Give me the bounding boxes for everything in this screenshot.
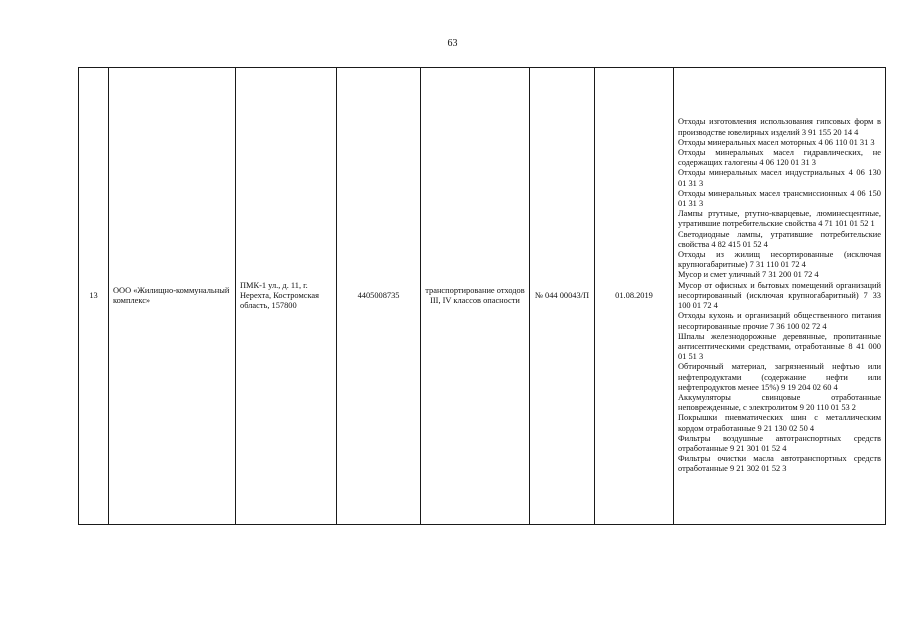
waste-item: Покрышки пневматических шин с металлическим кордом отработанные 9 21 130 02 50 4 [678, 413, 881, 433]
waste-item: Шпалы железнодорожные деревянные, пропитанные антисептическими средствами, отработанные 8 41 000 01 51 3 [678, 331, 881, 362]
waste-item: Отходы кухонь и организаций общественного питания несортированные прочие 7 36 100 02 72 4 [678, 311, 881, 331]
activity-cell: транспортирование отходов III, IV классов опасности [421, 68, 530, 525]
waste-item: Лампы ртутные, ртутно-кварцевые, люминесцентные, утратившие потребительские свойства 4 71 101 01 52 1 [678, 209, 881, 229]
page-number: 63 [447, 38, 458, 49]
waste-item: Отходы изготовления использования гипсовых форм в производстве ювелирных изделий 3 91 155 20 14 4 [678, 117, 881, 137]
date-cell: 01.08.2019 [595, 68, 674, 525]
organization-cell: ООО «Жилищно-коммунальный комплекс» [109, 68, 236, 525]
inn-cell: 4405008735 [337, 68, 421, 525]
table-row [79, 68, 886, 525]
waste-item: Фильтры очистки масла автотранспортных средств отработанные 9 21 302 01 52 3 [678, 454, 881, 474]
waste-item: Отходы из жилищ несортированные (исключая крупногабаритные) 7 31 110 01 72 4 [678, 250, 881, 270]
waste-item: Светодиодные лампы, утратившие потребительские свойства 4 82 415 01 52 4 [678, 229, 881, 249]
waste-item: Отходы минеральных масел индустриальных 4 06 130 01 31 3 [678, 168, 881, 188]
waste-types-cell [674, 68, 886, 525]
waste-item: Фильтры воздушные автотранспортных средств отработанные 9 21 301 01 52 4 [678, 433, 881, 453]
waste-item: Отходы минеральных масел моторных 4 06 110 01 31 3 [678, 137, 875, 147]
waste-item: Мусор от офисных и бытовых помещений организаций несортированный (исключая крупногабаритный) 7 33 100 01 72 4 [678, 280, 881, 311]
waste-item: Обтирочный материал, загрязненный нефтью или нефтепродуктами (содержание нефти или нефтепродуктов менее 15%) 9 19 204 02 60 4 [678, 362, 881, 392]
license-cell: № 044 00043/П [530, 68, 595, 525]
waste-item: Отходы минеральных масел гидравлических, не содержащих галогены 4 06 120 01 31 3 [678, 148, 881, 168]
address-cell: ПМК-1 ул., д. 11, г. Нерехта, Костромская область, 157800 [236, 68, 337, 525]
registry-table [78, 67, 886, 525]
waste-item: Отходы минеральных масел трансмиссионных 4 06 150 01 31 3 [678, 188, 881, 209]
waste-item: Мусор и смет уличный 7 31 200 01 72 4 [678, 270, 819, 280]
waste-item: Аккумуляторы свинцовые отработанные неповрежденные, с электролитом 9 20 110 01 53 2 [678, 392, 881, 413]
row-number-cell: 13 [79, 68, 109, 525]
